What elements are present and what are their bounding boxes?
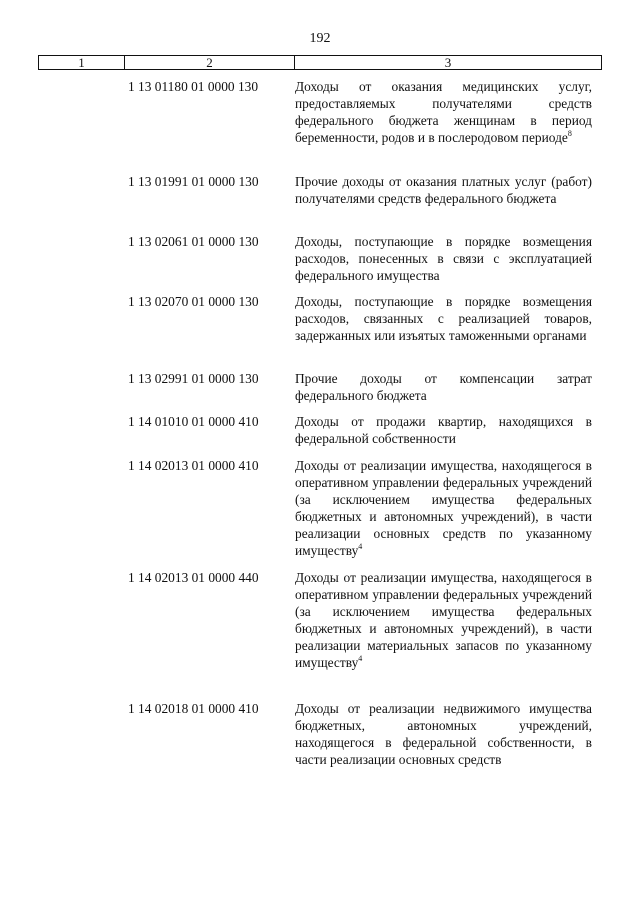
footnote-mark: 8 — [567, 129, 572, 139]
row-description — [295, 370, 592, 404]
header-col-1: 1 — [39, 56, 125, 69]
row-description — [295, 569, 592, 672]
row-description — [295, 233, 592, 284]
row-description-text: Прочие доходы от оказания платных услуг (работ) получателями средств федерального бюджета — [295, 174, 592, 207]
row-description-text: Доходы от продажи квартир, находящихся в федеральной собственности — [295, 414, 592, 447]
table-header — [38, 55, 602, 70]
header-col-2: 2 — [125, 56, 295, 69]
footnote-mark: 4 — [358, 542, 363, 552]
row-description — [295, 293, 592, 344]
row-code: 1 13 02991 01 0000 130 — [128, 371, 259, 386]
row-code: 1 14 02013 01 0000 440 — [128, 570, 259, 585]
row-description — [295, 413, 592, 447]
row-code: 1 13 02070 01 0000 130 — [128, 294, 259, 309]
row-description — [295, 173, 592, 207]
row-code: 1 14 01010 01 0000 410 — [128, 414, 259, 429]
row-code: 1 14 02018 01 0000 410 — [128, 701, 259, 716]
page-number: 192 — [309, 31, 331, 46]
row-code: 1 13 01991 01 0000 130 — [128, 174, 259, 189]
footnote-mark: 4 — [358, 654, 363, 664]
row-description — [295, 78, 592, 146]
row-description-text: Доходы от оказания медицинских услуг, предоставляемых получателями средств федерального бюджета женщинам в период беременности, родов и в послеродовом периоде — [295, 79, 592, 146]
row-code: 1 14 02013 01 0000 410 — [128, 458, 259, 473]
header-col-3: 3 — [444, 55, 452, 70]
row-description-text: Доходы, поступающие в порядке возмещения расходов, понесенных в связи с эксплуатацией федерального имущества — [295, 234, 592, 284]
row-description-text: Доходы от реализации недвижимого имущества бюджетных, автономных учреждений, находящегося в федеральной собственности, в части реализации основных средств — [295, 701, 592, 768]
row-description — [295, 700, 592, 768]
row-code: 1 13 01180 01 0000 130 — [128, 79, 259, 94]
row-description — [295, 457, 592, 560]
row-description-text: Доходы, поступающие в порядке возмещения расходов, связанных с реализацией товаров, задержанных или изъятых таможенными органами — [295, 294, 592, 344]
row-description-text: Доходы от реализации имущества, находящегося в оперативном управлении федеральных учреждений (за исключением имущества федеральных бюджетных и автономных учреждений), в части реализации материальных запасов по указанному имуществу — [295, 570, 592, 671]
row-description-text: Доходы от реализации имущества, находящегося в оперативном управлении федеральных учреждений (за исключением имущества федеральных бюджетных и автономных учреждений), в части реализации основных средств по указанному имуществу — [295, 458, 592, 559]
row-description-text: Прочие доходы от компенсации затрат федерального бюджета — [295, 371, 592, 404]
row-code: 1 13 02061 01 0000 130 — [128, 234, 259, 249]
